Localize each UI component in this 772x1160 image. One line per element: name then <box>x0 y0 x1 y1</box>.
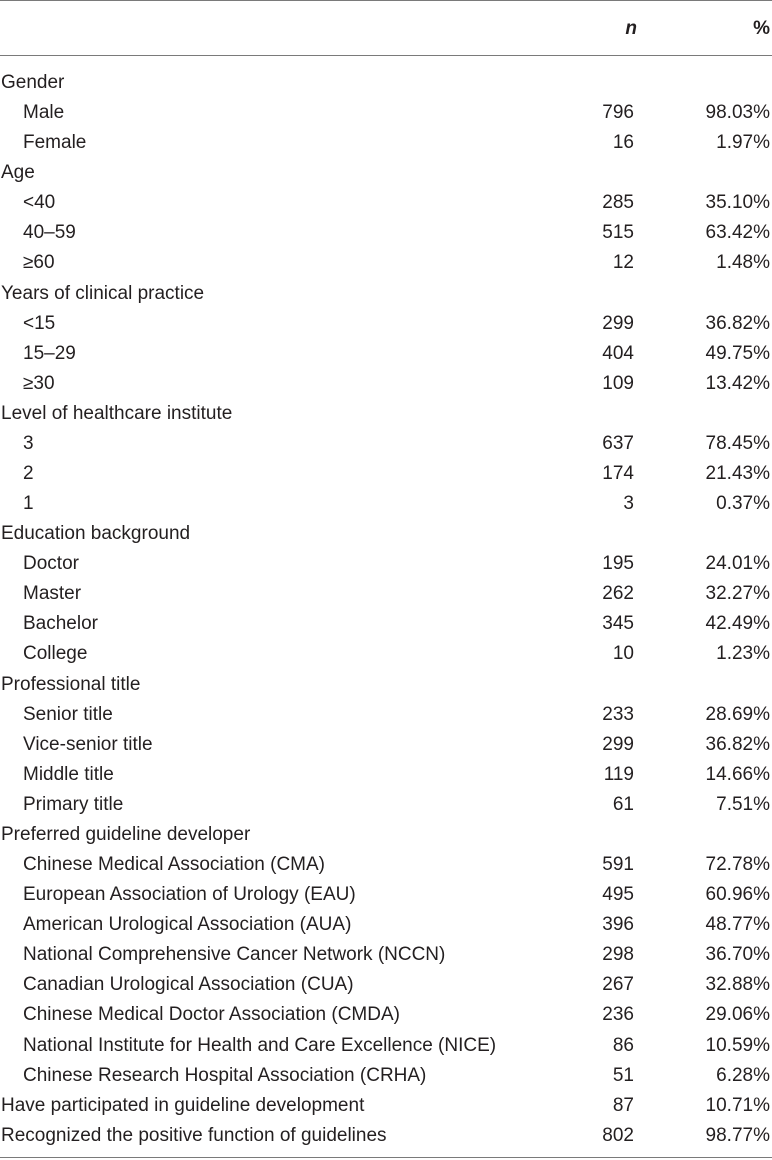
table-row <box>0 1061 772 1091</box>
row-percent-value: 72.78% <box>705 854 770 876</box>
row-label: Middle title <box>23 763 114 785</box>
row-label: Chinese Medical Association (CMA) <box>23 854 326 876</box>
row-n-value: 174 <box>602 463 634 485</box>
row-percent-value: 14.66% <box>705 763 770 785</box>
row-label: Gender <box>1 72 65 93</box>
row-label: Bachelor <box>23 613 98 635</box>
category-row <box>0 519 772 549</box>
category-row <box>0 670 772 700</box>
row-n-value: 10 <box>612 643 634 665</box>
category-row <box>0 68 772 98</box>
table-row <box>0 128 772 158</box>
category-row <box>0 820 772 850</box>
row-percent-value: 21.43% <box>705 463 770 485</box>
row-percent-value: 63.42% <box>705 222 770 244</box>
row-label: Age <box>1 162 35 184</box>
row-n-value: 396 <box>602 914 634 936</box>
row-label: 40–59 <box>23 222 76 244</box>
row-percent-value: 24.01% <box>705 553 770 575</box>
row-label: College <box>23 643 88 665</box>
table-row <box>0 309 772 339</box>
row-n-value: 404 <box>602 342 634 364</box>
row-label: Male <box>23 102 65 124</box>
row-n-value: 802 <box>602 1124 634 1146</box>
bottom-rule <box>0 1157 772 1158</box>
row-n-value: 591 <box>602 854 634 876</box>
row-percent-value: 60.96% <box>705 884 770 906</box>
row-label: Professional title <box>1 673 141 695</box>
row-percent-value: 48.77% <box>705 914 770 936</box>
row-n-value: 299 <box>602 733 634 755</box>
row-percent-value: 32.88% <box>705 974 770 996</box>
table-row <box>0 1031 772 1061</box>
row-percent-value: 6.28% <box>716 1064 770 1086</box>
row-percent-value: 1.97% <box>716 132 770 154</box>
category-row <box>0 1091 772 1121</box>
row-label: Level of healthcare institute <box>1 402 233 424</box>
table-row <box>0 910 772 940</box>
row-percent-value: 29.06% <box>705 1004 770 1026</box>
row-percent-value: 49.75% <box>705 342 770 364</box>
row-label: Doctor <box>23 553 79 575</box>
row-label: Years of clinical practice <box>1 282 205 304</box>
row-label: Recognized the positive function of guidelines <box>1 1124 387 1146</box>
row-n-value: 515 <box>602 222 634 244</box>
table-row <box>0 970 772 1000</box>
table-row <box>0 429 772 459</box>
row-percent-value: 36.70% <box>705 944 770 966</box>
table-row <box>0 579 772 609</box>
row-n-value: 299 <box>602 312 634 334</box>
row-percent-value: 7.51% <box>716 793 770 815</box>
row-label: Chinese Medical Doctor Association (CMDA) <box>23 1004 400 1026</box>
row-n-value: 87 <box>612 1094 634 1116</box>
table-row <box>0 98 772 128</box>
row-label: Canadian Urological Association (CUA) <box>23 974 354 996</box>
row-label: <40 <box>23 192 56 214</box>
header-rule <box>0 55 772 56</box>
table-row <box>0 369 772 399</box>
row-n-value: 637 <box>602 432 634 454</box>
row-label: National Institute for Health and Care Excellence (NICE) <box>23 1034 497 1056</box>
row-label: Senior title <box>23 703 113 725</box>
row-percent-value: 13.42% <box>705 372 770 394</box>
row-label: ≥60 <box>23 252 55 274</box>
row-percent-value: 36.82% <box>705 312 770 334</box>
row-label: ≥30 <box>23 372 55 394</box>
header-percent: % <box>753 18 770 39</box>
row-n-value: 51 <box>612 1064 634 1086</box>
table-row <box>0 339 772 369</box>
row-label: European Association of Urology (EAU) <box>23 884 356 906</box>
row-label: Have participated in guideline development <box>1 1094 365 1116</box>
row-label: National Comprehensive Cancer Network (NCCN) <box>23 944 446 966</box>
row-n-value: 233 <box>602 703 634 725</box>
table-row <box>0 248 772 278</box>
row-percent-value: 32.27% <box>705 583 770 605</box>
table-row <box>0 1000 772 1030</box>
table-row <box>0 760 772 790</box>
table-row <box>0 218 772 248</box>
row-label: Chinese Research Hospital Association (CRHA) <box>23 1064 427 1086</box>
row-n-value: 285 <box>602 192 634 214</box>
row-n-value: 495 <box>602 884 634 906</box>
row-percent-value: 1.48% <box>716 252 770 274</box>
row-percent-value: 98.03% <box>705 102 770 124</box>
row-label: Vice-senior title <box>23 733 153 755</box>
table-row <box>0 850 772 880</box>
row-percent-value: 28.69% <box>705 703 770 725</box>
row-label: 3 <box>23 432 34 454</box>
category-row <box>0 279 772 309</box>
row-label: American Urological Association (AUA) <box>23 914 352 936</box>
category-row <box>0 1121 772 1151</box>
table-row <box>0 940 772 970</box>
row-label: Master <box>23 583 82 605</box>
row-n-value: 86 <box>612 1034 634 1056</box>
row-percent-value: 10.71% <box>705 1094 770 1116</box>
table-row <box>0 609 772 639</box>
row-label: <15 <box>23 312 56 334</box>
row-label: 2 <box>23 463 34 485</box>
row-n-value: 267 <box>602 974 634 996</box>
row-n-value: 195 <box>602 553 634 575</box>
row-label: 1 <box>23 493 34 515</box>
row-label: Preferred guideline developer <box>1 823 251 845</box>
table-row <box>0 188 772 218</box>
row-n-value: 236 <box>602 1004 634 1026</box>
row-percent-value: 35.10% <box>705 192 770 214</box>
row-n-value: 345 <box>602 613 634 635</box>
row-label: Primary title <box>23 793 124 815</box>
row-percent-value: 98.77% <box>705 1124 770 1146</box>
table-row <box>0 700 772 730</box>
category-row <box>0 399 772 429</box>
row-label: Education background <box>1 523 191 545</box>
row-n-value: 61 <box>612 793 634 815</box>
table-row <box>0 459 772 489</box>
table-row <box>0 880 772 910</box>
table-row <box>0 489 772 519</box>
row-label: Female <box>23 132 87 154</box>
table-row <box>0 549 772 579</box>
row-n-value: 796 <box>602 102 634 124</box>
row-percent-value: 10.59% <box>705 1034 770 1056</box>
table-body <box>0 68 772 1151</box>
category-row <box>0 158 772 188</box>
table-row <box>0 790 772 820</box>
table-row <box>0 730 772 760</box>
top-rule <box>0 0 772 1</box>
row-percent-value: 1.23% <box>716 643 770 665</box>
table-row <box>0 639 772 669</box>
row-n-value: 298 <box>602 944 634 966</box>
row-n-value: 3 <box>623 493 634 515</box>
row-percent-value: 36.82% <box>705 733 770 755</box>
row-percent-value: 0.37% <box>716 493 770 515</box>
row-percent-value: 78.45% <box>705 432 770 454</box>
row-label: 15–29 <box>23 342 76 364</box>
row-n-value: 119 <box>603 763 634 785</box>
row-n-value: 16 <box>612 132 634 154</box>
row-n-value: 109 <box>602 372 634 394</box>
header-n: n <box>625 18 637 39</box>
row-n-value: 262 <box>602 583 634 605</box>
row-n-value: 12 <box>612 252 634 274</box>
row-percent-value: 42.49% <box>705 613 770 635</box>
